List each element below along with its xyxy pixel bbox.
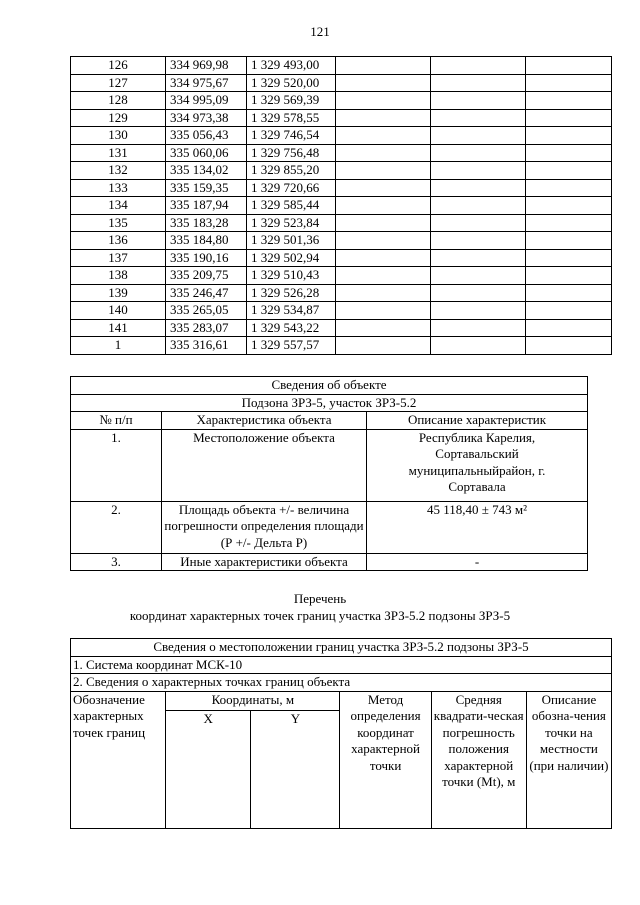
empty-cell	[336, 214, 431, 232]
coordinate-row	[71, 284, 612, 302]
coordinate-row	[71, 57, 612, 75]
coord-y: 1 329 855,20	[247, 162, 336, 180]
coordinate-row	[71, 74, 612, 92]
empty-cell	[336, 232, 431, 250]
point-number: 139	[71, 284, 166, 302]
empty-cell	[336, 162, 431, 180]
empty-cell	[431, 214, 526, 232]
coord-y: 1 329 510,43	[247, 267, 336, 285]
empty-cell	[526, 57, 612, 75]
empty-cell	[336, 267, 431, 285]
point-number: 133	[71, 179, 166, 197]
empty-cell	[526, 92, 612, 110]
point-number: 137	[71, 249, 166, 267]
empty-cell	[336, 92, 431, 110]
col-x: X	[166, 710, 251, 828]
empty-cell	[431, 284, 526, 302]
empty-cell	[431, 144, 526, 162]
coord-y: 1 329 493,00	[247, 57, 336, 75]
col-method: Метод определения координат характерной точки	[340, 691, 431, 828]
empty-cell	[336, 249, 431, 267]
empty-cell	[526, 127, 612, 145]
empty-cell	[431, 57, 526, 75]
coord-x: 335 134,02	[166, 162, 247, 180]
empty-cell	[431, 302, 526, 320]
coord-x: 334 973,38	[166, 109, 247, 127]
coord-y: 1 329 756,48	[247, 144, 336, 162]
coord-x: 334 975,67	[166, 74, 247, 92]
coord-y: 1 329 502,94	[247, 249, 336, 267]
coordinate-row	[71, 162, 612, 180]
coordinate-row	[71, 267, 612, 285]
empty-cell	[336, 302, 431, 320]
coord-y: 1 329 523,84	[247, 214, 336, 232]
coordinate-row	[71, 337, 612, 355]
header-characteristic: Характеристика объекта	[162, 412, 367, 430]
page-number: 121	[310, 24, 330, 39]
empty-cell	[526, 302, 612, 320]
coordinate-row	[71, 249, 612, 267]
coord-x: 335 056,43	[166, 127, 247, 145]
row-description: -	[367, 553, 588, 571]
empty-cell	[526, 144, 612, 162]
coord-x: 335 060,06	[166, 144, 247, 162]
empty-cell	[336, 337, 431, 355]
coordinate-row	[71, 319, 612, 337]
coord-y: 1 329 569,39	[247, 92, 336, 110]
coord-x: 335 184,80	[166, 232, 247, 250]
col-designation: Обозначение характерных точек границ	[71, 691, 166, 828]
coord-x: 335 190,16	[166, 249, 247, 267]
empty-cell	[431, 197, 526, 215]
header-num: № п/п	[71, 412, 162, 430]
empty-cell	[431, 232, 526, 250]
coord-x: 334 969,98	[166, 57, 247, 75]
coord-y: 1 329 501,36	[247, 232, 336, 250]
coordinate-row	[71, 127, 612, 145]
boundary-table-title: Сведения о местоположении границ участка ЗРЗ-5.2 подзоны ЗРЗ-5	[71, 639, 612, 657]
coord-y: 1 329 526,28	[247, 284, 336, 302]
point-number: 141	[71, 319, 166, 337]
empty-cell	[336, 57, 431, 75]
empty-cell	[526, 249, 612, 267]
empty-cell	[336, 319, 431, 337]
coord-x: 335 159,35	[166, 179, 247, 197]
empty-cell	[526, 319, 612, 337]
coordinate-row	[71, 197, 612, 215]
empty-cell	[431, 319, 526, 337]
empty-cell	[431, 267, 526, 285]
coord-y: 1 329 720,66	[247, 179, 336, 197]
point-number: 134	[71, 197, 166, 215]
coord-y: 1 329 585,44	[247, 197, 336, 215]
coord-x: 335 316,61	[166, 337, 247, 355]
empty-cell	[431, 179, 526, 197]
point-number: 1	[71, 337, 166, 355]
coord-y: 1 329 746,54	[247, 127, 336, 145]
col-coordinates: Координаты, м	[166, 691, 340, 710]
empty-cell	[336, 74, 431, 92]
coord-y: 1 329 543,22	[247, 319, 336, 337]
coord-y: 1 329 534,87	[247, 302, 336, 320]
coordinate-row	[71, 92, 612, 110]
coordinates-table	[70, 56, 612, 355]
object-info-table	[70, 376, 588, 571]
row-num: 2.	[71, 501, 162, 553]
row-num: 3.	[71, 553, 162, 571]
empty-cell	[431, 74, 526, 92]
empty-cell	[431, 109, 526, 127]
coord-x: 335 246,47	[166, 284, 247, 302]
coord-x: 335 183,28	[166, 214, 247, 232]
object-table-subtitle: Подзона ЗРЗ-5, участок ЗРЗ-5.2	[71, 394, 588, 412]
coord-x: 335 187,94	[166, 197, 247, 215]
row-description: Республика Карелия, Сортавальский муниципальныйрайон, г. Сортавала	[367, 429, 588, 501]
coord-y: 1 329 520,00	[247, 74, 336, 92]
coordinate-row	[71, 214, 612, 232]
empty-cell	[431, 162, 526, 180]
point-number: 135	[71, 214, 166, 232]
empty-cell	[431, 127, 526, 145]
point-number: 136	[71, 232, 166, 250]
coord-x: 335 209,75	[166, 267, 247, 285]
coord-x: 335 265,05	[166, 302, 247, 320]
empty-cell	[526, 197, 612, 215]
empty-cell	[526, 179, 612, 197]
empty-cell	[336, 109, 431, 127]
coordinate-row	[71, 144, 612, 162]
empty-cell	[336, 284, 431, 302]
empty-cell	[336, 179, 431, 197]
point-number: 132	[71, 162, 166, 180]
empty-cell	[526, 214, 612, 232]
empty-cell	[526, 162, 612, 180]
point-number: 127	[71, 74, 166, 92]
row-characteristic: Площадь объекта +/- величина погрешности определения площади (Р +/- Дельта Р)	[162, 501, 367, 553]
empty-cell	[526, 267, 612, 285]
header-description: Описание характеристик	[367, 412, 588, 430]
row-num: 1.	[71, 429, 162, 501]
coord-y: 1 329 578,55	[247, 109, 336, 127]
list-heading-subtitle: координат характерных точек границ участка ЗРЗ-5.2 подзоны ЗРЗ-5	[129, 608, 511, 623]
empty-cell	[526, 109, 612, 127]
coord-x: 335 283,07	[166, 319, 247, 337]
col-error: Средняя квадрати-ческая погрешность положения характерной точки (Mt), м	[431, 691, 526, 828]
empty-cell	[431, 92, 526, 110]
coordinate-row	[71, 179, 612, 197]
point-number: 126	[71, 57, 166, 75]
empty-cell	[526, 337, 612, 355]
coordinate-row	[71, 302, 612, 320]
empty-cell	[336, 127, 431, 145]
empty-cell	[336, 197, 431, 215]
list-heading-title: Перечень	[293, 591, 347, 606]
point-number: 140	[71, 302, 166, 320]
col-y: Y	[251, 710, 340, 828]
col-description: Описание обозна-чения точки на местности (при наличии)	[526, 691, 611, 828]
coordinate-row	[71, 109, 612, 127]
empty-cell	[526, 284, 612, 302]
row-characteristic: Иные характеристики объекта	[162, 553, 367, 571]
point-number: 129	[71, 109, 166, 127]
coordinate-system: 1. Система координат МСК-10	[71, 656, 612, 674]
point-number: 131	[71, 144, 166, 162]
empty-cell	[431, 337, 526, 355]
points-section: 2. Сведения о характерных точках границ объекта	[71, 674, 612, 692]
empty-cell	[336, 144, 431, 162]
coord-y: 1 329 557,57	[247, 337, 336, 355]
point-number: 138	[71, 267, 166, 285]
empty-cell	[526, 232, 612, 250]
row-description: 45 118,40 ± 743 м²	[367, 501, 588, 553]
empty-cell	[526, 74, 612, 92]
empty-cell	[431, 249, 526, 267]
coord-x: 334 995,09	[166, 92, 247, 110]
point-number: 130	[71, 127, 166, 145]
row-characteristic: Местоположение объекта	[162, 429, 367, 501]
boundary-table	[70, 638, 612, 829]
object-table-title: Сведения об объекте	[71, 377, 588, 395]
point-number: 128	[71, 92, 166, 110]
coordinate-row	[71, 232, 612, 250]
